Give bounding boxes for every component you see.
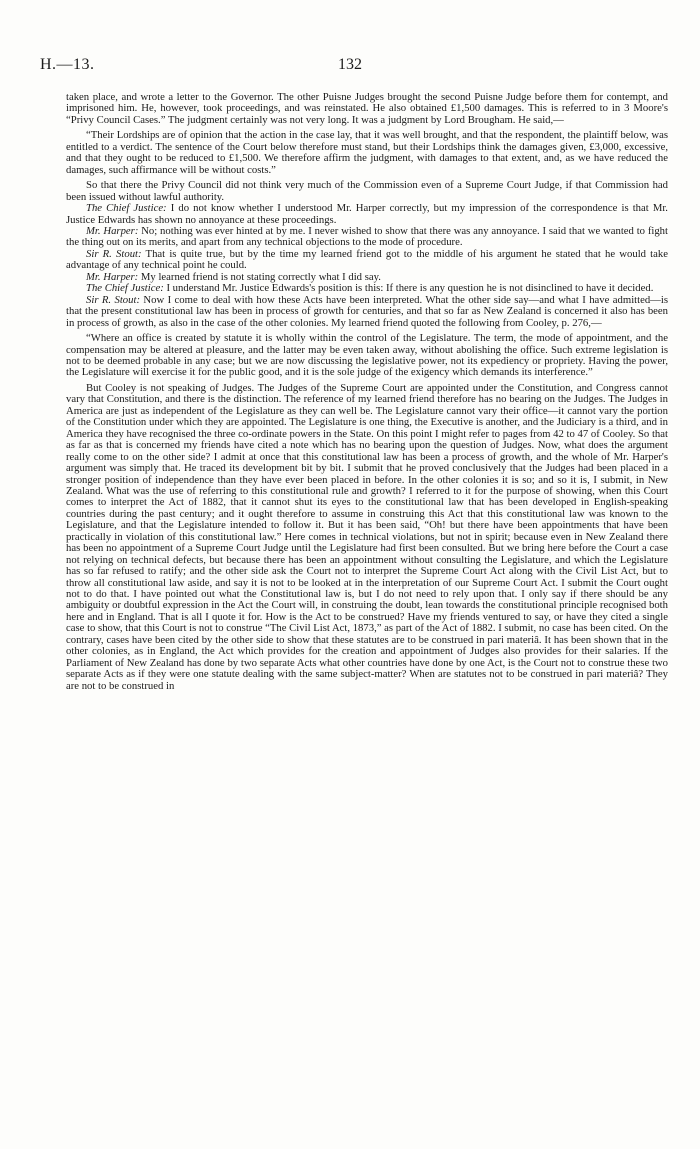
speech-text: No; nothing was ever hinted at by me. I never wished to show that there was any annoyance. I said that we wanted to fight the thing out on its merits, and apart from any technical objections to the mode of procedure. bbox=[66, 224, 668, 249]
quotation-cooley: “Where an office is created by statute it is wholly within the control of the Legislature. The term, the mode of appointment, and the compensation may be altered at pleasure, and the latter may be even taken away, without abolishing the office. Such extreme legislation is not to be deemed probable in any case; but we are now discussing the legislative power, not its expediency or propriety. Having the power, the Legislature will exercise it for the public good, and it is the sole judge of the exigency which demands its interference.” bbox=[66, 332, 668, 379]
speech-text: That is quite true, but by the time my learned friend got to the middle of his argument he stated that he would take advantage of any technical point he could. bbox=[66, 247, 668, 272]
page-header bbox=[40, 56, 660, 78]
paragraph-argument: But Cooley is not speaking of Judges. The Judges of the Supreme Court are appointed under the Constitution, and Congress cannot vary that Constitution, and there is the distinction. The reference of my learned friend therefore has no bearing on the Judges. The Judges in America are just as independent of the Legislature as they can well be. The Legislature cannot vary their office—it cannot vary the portion of the Constitution under which they are appointed. The Legislature is one thing, the Executive is another, and the Judiciary is a third, and in America they have recognised the three co-ordinate powers in the State. On this point I might refer to pages from 42 to 47 of Cooley. So that as far as that is concerned my friends have cited a note which has no bearing upon the question of Judges. Now, what does the argument really come to on the other side? I admit at once that this constitutional law has been a process of growth, and the whole of Mr. Harper's argument was simply that. He traced its development bit by bit. I submit that he proved conclusively that the Judges had been placed in a stronger position of independence than they have ever been placed in before. In the other colonies it is so; and so it is, I submit, in New Zealand. What was the use of referring to this constitutional rule and growth? I referred to it for the purpose of showing, when this Court comes to interpret the Act of 1882, that it cannot shut its eyes to the constitutional law that has been developed in English-speaking countries during the past century; and it ought therefore to assume in construing this Act that this constitutional law was known to the Legislature, and that the Legislature intended to follow it. But it has been said, “Oh! but there have been appointments that have been practically in violation of this constitutional law.” Here comes in technical violations, but not in spirit; because even in New Zealand there has been no appointment of a Supreme Court Judge until the Legislature had first been consulted. But we bring here before the Court a case not relying on technical defects, but because there has been an appointment without consulting the Legislature, and which the Legislature has so far refused to ratify; and the other side ask the Court not to interpret the Supreme Court Act along with the Civil List Act, but to throw all constitutional law aside, and say it is not to be looked at in the interpretation of our Supreme Court Act. I submit the Court ought not to do that. I have pointed out what the Constitutional law is, but I do not need to rely upon that. I only say if there should be any ambiguity or doubtful expression in the Act the Court will, in construing the doubt, lean towards the constitutional principle recognised both here and in England. That is all I quote it for. How is the Act to be construed? Have my friends ventured to say, or have they cited a single case to show, that this Court is not to construe “The Civil List Act, 1873,” as part of the Act of 1882. I submit, no case has been cited. On the contrary, cases have been cited by the other side to show that these statutes are to be construed in pari materiâ. It has been shown that in the other colonies, as in England, the Act which provides for the creation and appointment of Judges also provides for their salaries. If the Parliament of New Zealand has done by two separate Acts what other countries have done by one Act, is the Court not to construe these two separate Acts as if they were one statute dealing with the same subject-matter? When are statutes not to be construed in pari materiâ? They are not to be construed in bbox=[66, 381, 668, 692]
speaker-name: Mr. Harper: bbox=[86, 224, 139, 237]
paragraph-continuation: taken place, and wrote a letter to the Governor. The other Puisne Judges brought the second Puisne Judge before them for contempt, and imprisoned him. He, however, took proceedings, and was reinstated. He also obtained £1,500 damages. This is referred to in 3 Moore's “Privy Council Cases.” The judgment certainly was not very long. It was a judgment by Lord Brougham. He said,— bbox=[66, 91, 668, 126]
speaker-name: Mr. Harper: bbox=[86, 270, 139, 283]
speech-text: I understand Mr. Justice Edwards's position is this: If there is any question he is not disinclined to have it decided. bbox=[163, 282, 654, 295]
speaker-name: Sir R. Stout: bbox=[86, 293, 141, 306]
speaker-name: The Chief Justice: bbox=[86, 282, 164, 295]
speech-text: My learned friend is not stating correctly what I did say. bbox=[138, 270, 381, 283]
quotation-privy-council: “Their Lordships are of opinion that the action in the case lay, that it was well brought, and that the respondent, the plaintiff below, was entitled to a verdict. The sentence of the Court below therefore must stand, but their Lordships think the damages given, £3,000, excessive, and that they ought to be reduced to £1,500. We therefore affirm the judgment, with damages to that extent, and, as we have reduced the damages, such affirmance will be without costs.” bbox=[66, 129, 668, 176]
speech-text: I do not know whether I understood Mr. Harper correctly, but my impression of the correspondence is that Mr. Justice Edwards has shown no annoyance at these proceedings. bbox=[66, 202, 668, 226]
speaker-name: The Chief Justice: bbox=[86, 202, 167, 215]
speaker-name: Sir R. Stout: bbox=[86, 247, 142, 260]
speech-stout bbox=[66, 249, 668, 272]
speech-chief-justice bbox=[66, 203, 668, 226]
paragraph: So that there the Privy Council did not think very much of the Commission even of a Supreme Court Judge, if that Commission had been issued without lawful authority. bbox=[66, 179, 668, 203]
series-number: H.—13. bbox=[40, 56, 95, 73]
page-number: 132 bbox=[338, 56, 362, 73]
speech-text: Now I come to deal with how these Acts have been interpreted. What the other side say—and what I have admitted—is that the present constitutional law has been in process of growth for centuries, and that so far as New Zealand is concerned it also has been in process of growth, as also in the case of the other colonies. My learned friend quoted the following from Cooley, p. 276,— bbox=[66, 293, 669, 329]
document-body bbox=[66, 92, 668, 692]
speech-stout bbox=[66, 295, 668, 329]
speech-harper bbox=[66, 226, 668, 249]
